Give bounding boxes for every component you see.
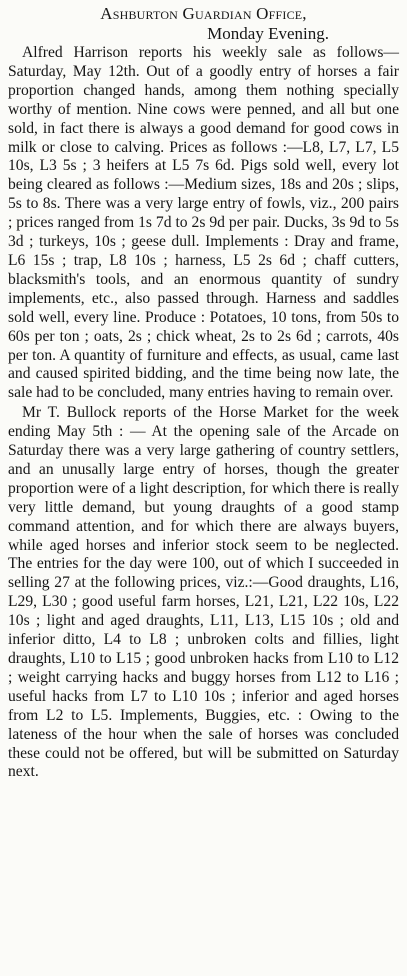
harrison-sale-report: Alfred Harrison reports his weekly sale as follows—Saturday, May 12th. Out of a goodly entry of horses a fair proportion changed hands, among them nothing specially worthy of mention. Nine cows were penned, and all but one sold, in fact there is always a good demand for good cows in milk or close to calving. Prices as follows :—L8, L7, L7, L5 10s, L3 5s ; 3 heifers at L5 7s 6d. Pigs sold well, every lot being cleared as follows :—Medium sizes, 18s and 20s ; slips, 5s to 8s. There was a very large entry of fowls, viz., 200 pairs ; prices ranged from 1s 7d to 2s 9d per pair. Ducks, 3s 9d to 5s 3d ; turkeys, 10s ; geese dull. Implements : Dray and frame, L6 15s ; trap, L8 10s ; harness, L5 2s 6d ; chaff cutters, blacksmith's tools, and an enormous quantity of sundry implements, etc., also passed through. Harness and saddles sold well, every line. Produce : Potatoes, 10 tons, from 50s to 60s per ton ; oats, 2s ; chick wheat, 2s to 2s 6d ; carrots, 40s per ton. A quantity of furniture and effects, as usual, came last and caused spirited bidding, and the time being now late, the sale had to be concluded, many entries having to remain over. [8,44,399,402]
bullock-horse-market-report: Mr T. Bullock reports of the Horse Market for the week ending May 5th : — At the opening sale of the Arcade on Saturday there was a very large gathering of country settlers, and an unusally large entry of horses, though the greater proportion were of a light description, for which there is really very little demand, but young draughts of a good stamp command attention, and for which there are always buyers, while aged horses and inferior stock seem to be neglected. The entries for the day were 100, out of which I succeeded in selling 27 at the following prices, viz.:—Good draughts, L16, L29, L30 ; good useful farm horses, L21, L21, L22 10s, L22 10s ; light and aged draughts, L11, L13, L15 10s ; old and inferior ditto, L4 to L8 ; unbroken colts and fillies, light draughts, L10 to L15 ; good unbroken hacks from L10 to L12 ; weight carrying hacks and buggy horses from L12 to L16 ; useful hacks from L7 to L10 10s ; inferior and aged horses from L2 to L5. Implements, Buggies, etc. : Owing to the lateness of the hour when the sale of horses was concluded these could not be offered, but will be submitted on Saturday next. [8,404,399,781]
dateline: Monday Evening. [207,24,329,43]
masthead: Ashburton Guardian Office, [100,4,307,23]
